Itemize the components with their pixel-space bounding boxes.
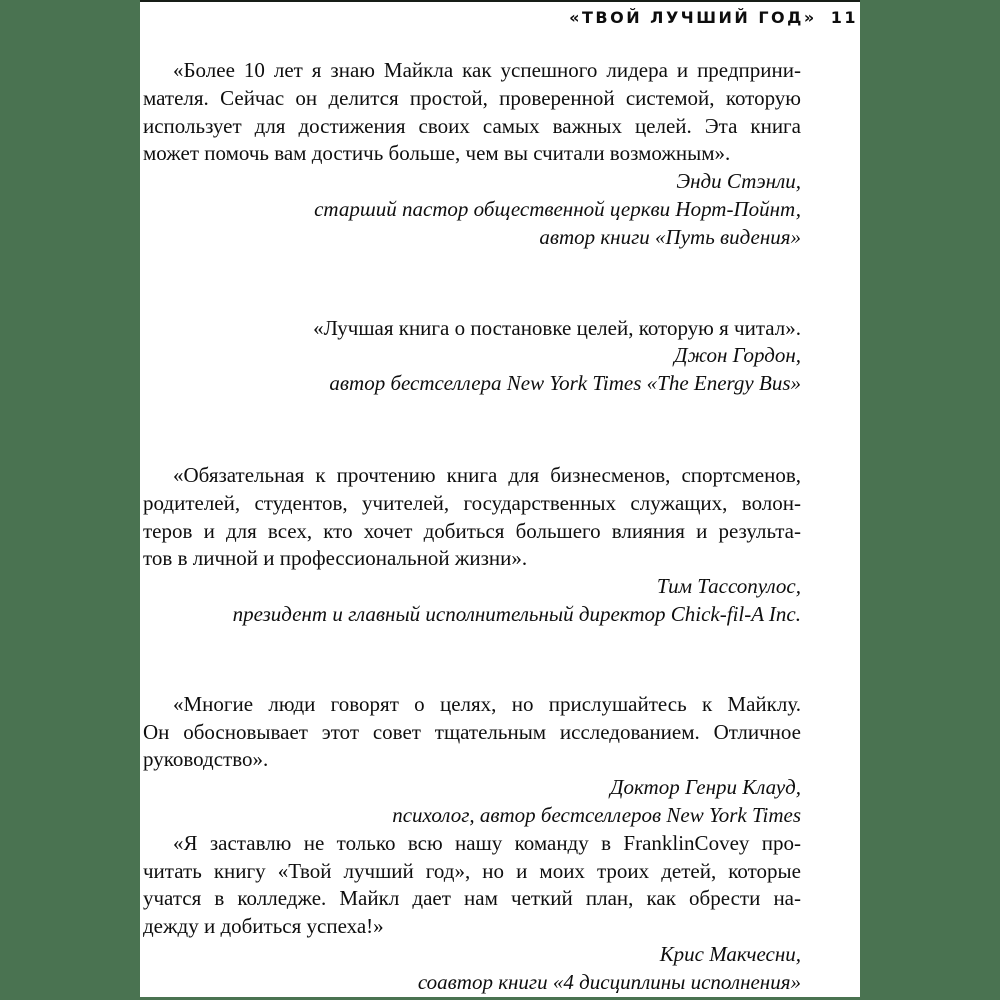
quote-line: Он обосновывает этот совет тщательным исследованием. Отличное bbox=[143, 719, 801, 744]
attribution-line: автор бестселлера New York Times «The Energy Bus» bbox=[329, 371, 801, 396]
quote-paragraph-1 bbox=[143, 57, 801, 168]
quote-line: теров и для всех, кто хочет добиться большего влияния и результа- bbox=[143, 518, 801, 543]
attribution-line: автор книги «Путь видения» bbox=[539, 224, 801, 249]
attribution-line: старший пастор общественной церкви Норт-Пойнт, bbox=[314, 196, 801, 221]
attribution-line: соавтор книги «4 дисциплины исполнения» bbox=[417, 969, 801, 994]
attribution-line: Джон Гордон, bbox=[674, 343, 801, 368]
quote-paragraph-4 bbox=[143, 691, 801, 774]
quote-line: тов в личной и профессиональной жизни». bbox=[143, 546, 528, 571]
quote-paragraph-5 bbox=[143, 830, 801, 941]
quote-line: «Я заставлю не только всю нашу команду в FranklinCovey про- bbox=[173, 830, 801, 855]
attribution-1 bbox=[143, 168, 801, 251]
attribution-4 bbox=[143, 774, 801, 830]
page-number: 11 bbox=[830, 8, 858, 27]
quote-line: «Многие люди говорят о целях, но прислушайтесь к Майклу. bbox=[173, 691, 801, 716]
attribution-line: Доктор Генри Клауд, bbox=[610, 775, 801, 800]
attribution-line: Энди Стэнли, bbox=[676, 169, 801, 194]
quote-line: «Более 10 лет я знаю Майкла как успешного лидера и предприни- bbox=[173, 58, 801, 82]
quote-line: «Обязательная к прочтению книга для бизнесменов, спортсменов, bbox=[173, 462, 801, 487]
running-head-title: «ТВОЙ ЛУЧШИЙ ГОД» bbox=[569, 8, 817, 27]
quote-single-2 bbox=[143, 315, 801, 343]
quote-line: руководство». bbox=[143, 747, 269, 772]
attribution-line: психолог, автор бестселлеров New York Times bbox=[392, 802, 801, 827]
quote-line: родителей, студентов, учителей, государственных служащих, волон- bbox=[143, 490, 801, 515]
attribution-2 bbox=[143, 342, 801, 398]
book-page bbox=[140, 0, 860, 997]
running-head bbox=[569, 8, 858, 27]
quote-line: учатся в колледже. Майкл дает нам четкий план, как обрести на- bbox=[143, 886, 801, 911]
page-body bbox=[143, 57, 801, 997]
attribution-line: Тим Тассопулос, bbox=[656, 574, 801, 599]
attribution-line: президент и главный исполнительный директор Chick-fil-A Inc. bbox=[232, 601, 801, 626]
attribution-5 bbox=[143, 941, 801, 997]
quote-line: может помочь вам достичь больше, чем вы считали возможным». bbox=[143, 141, 731, 166]
quote-line: использует для достижения своих самых важных целей. Эта книга bbox=[143, 113, 801, 138]
quote-paragraph-3 bbox=[143, 462, 801, 573]
quote-line: «Лучшая книга о постановке целей, которую я читал». bbox=[313, 315, 801, 340]
attribution-3 bbox=[143, 573, 801, 629]
attribution-line: Крис Макчесни, bbox=[659, 941, 801, 966]
quote-line: мателя. Сейчас он делится простой, проверенной системой, которую bbox=[143, 85, 801, 110]
quote-line: читать книгу «Твой лучший год», но и моих троих детей, которые bbox=[143, 858, 801, 883]
quote-line: дежду и добиться успеха!» bbox=[143, 914, 384, 939]
